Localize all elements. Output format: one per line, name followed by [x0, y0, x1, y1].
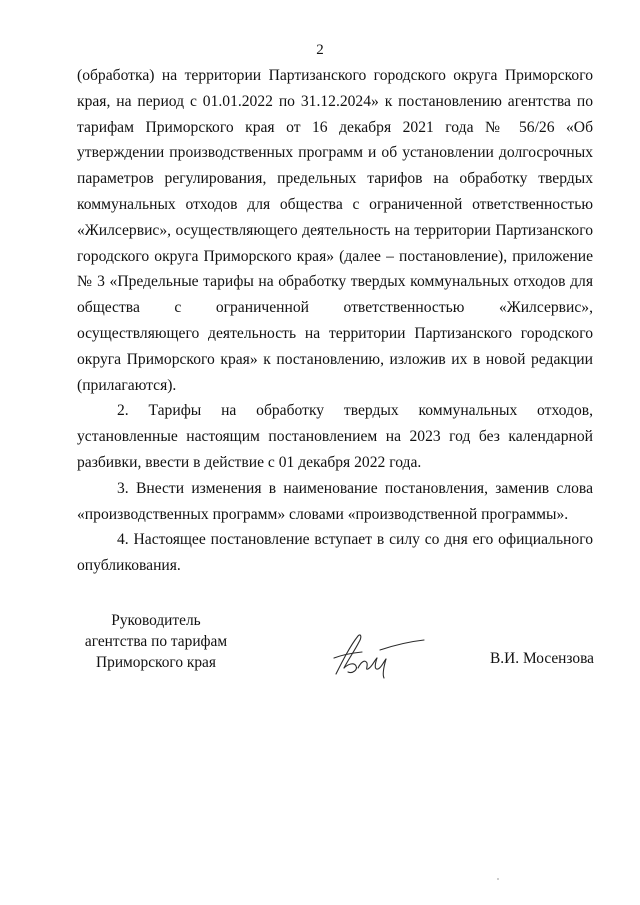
signatory-title-line-2: агентства по тарифам [84, 633, 228, 650]
signatory-title-line-1: Руководитель [111, 612, 201, 629]
signatory-title-line-3: Приморского края [96, 654, 216, 671]
paragraph-4: 4. Настоящее постановление вступает в силу со дня его официального опубликования. [77, 531, 593, 575]
handwritten-signature [328, 628, 428, 680]
paragraph-2: 2. Тарифы на обработку твердых коммунальных отходов, установленные настоящим постановлением на 2023 год без календарной разбивки, ввести в действие с 01 декабря 2022 года. [77, 402, 593, 471]
paragraph-continuation: (обработка) на территории Партизанского городского округа Приморского края, на период с 01.01.2022 по 31.12.2024» к постановлению агентства по тарифам Приморского края от 16 декабря 2021 года № 56/26 «Об утверждении производственных программ и об установлении долгосрочных параметров регулирования, предельных тарифов на обработку твердых коммунальных отходов для общества с ограниченной ответственностью «Жилсервис», осуществляющего деятельность на территории Партизанского городского округа Приморского края» (далее – постановление), приложение № 3 «Предельные тарифы на обработку твердых коммунальных отходов для общества с ограниченной ответственностью «Жилсервис», осуществляющего деятельность на территории Партизанского городского округа Приморского края» к постановлению, изложив их в новой редакции (прилагаются). [77, 67, 593, 394]
page-number: 2 [316, 42, 324, 58]
paragraph-3: 3. Внести изменения в наименование постановления, заменив слова «производственных программ» словами «производственной программы». [77, 479, 593, 523]
signatory-name: В.И. Мосензова [490, 650, 594, 667]
signatory-title [76, 610, 236, 673]
scan-speck [497, 878, 499, 880]
document-body [77, 63, 593, 579]
